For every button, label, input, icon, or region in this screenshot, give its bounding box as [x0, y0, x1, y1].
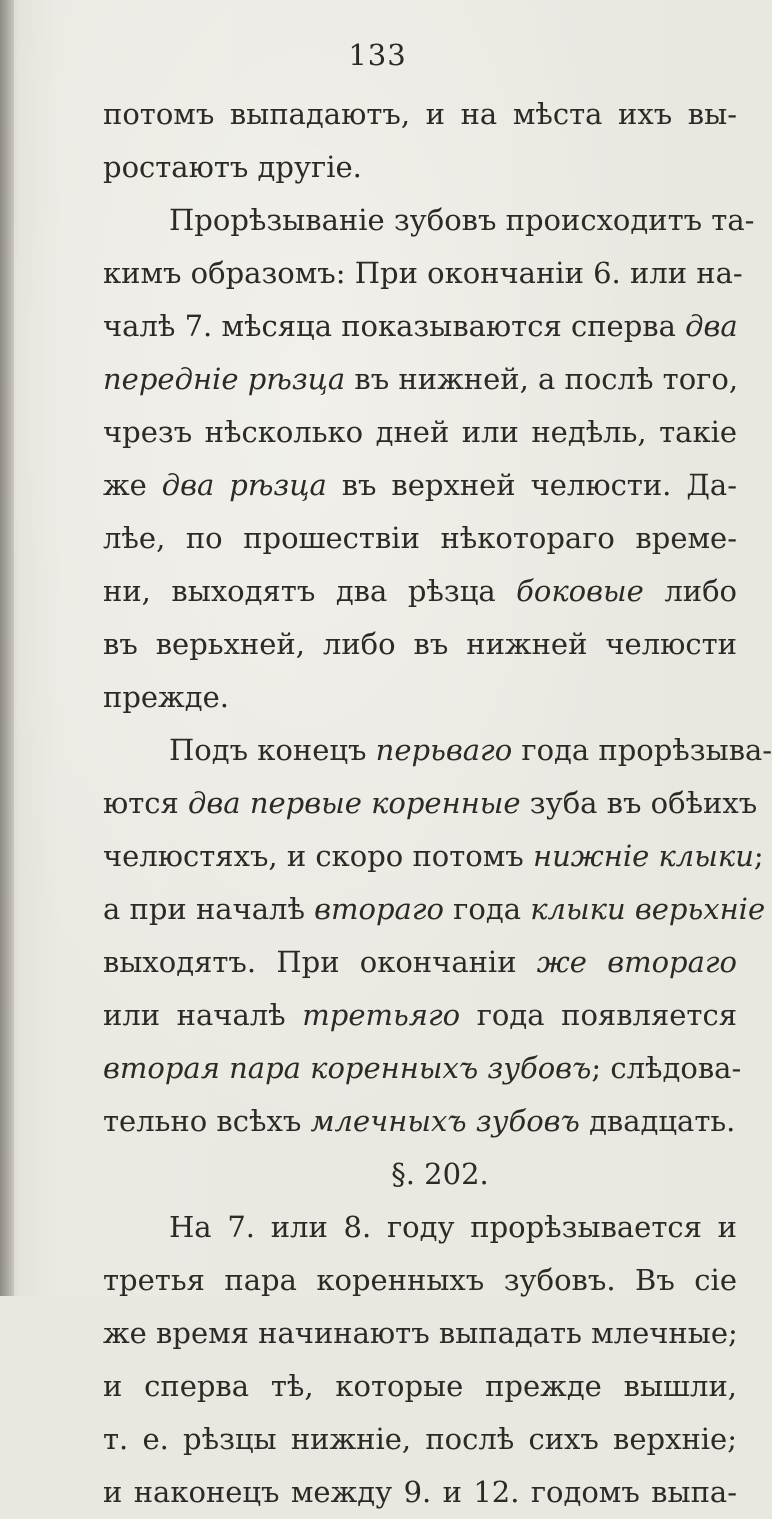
text-segment: и наконецъ между 9. и 12. годомъ выпа-: [103, 1475, 737, 1509]
text-line: [103, 1466, 737, 1519]
text-segment: зуба въ обѣихъ: [520, 786, 758, 820]
text-line: [103, 353, 737, 406]
italic-text: боковые: [516, 574, 644, 608]
text-segment: прежде.: [103, 680, 229, 714]
text-line: [103, 300, 737, 353]
text-line: [103, 936, 737, 989]
text-line: [103, 406, 737, 459]
text-segment: лѣе, по прошествіи нѣкотораго време-: [103, 521, 737, 555]
text-segment: т. е. рѣзцы нижніе, послѣ сихъ верхніе;: [103, 1422, 737, 1456]
text-segment: тельно всѣхъ: [103, 1104, 311, 1138]
text-line: [103, 459, 737, 512]
text-segment: или началѣ: [103, 998, 303, 1032]
text-line: [103, 1201, 737, 1254]
text-line: [103, 194, 755, 247]
italic-text: передніе рѣзца: [103, 362, 346, 396]
text-segment: кимъ образомъ: При окончаніи 6. или на-: [103, 256, 743, 290]
text-segment: третья пара коренныхъ зубовъ. Въ сіе: [103, 1263, 737, 1297]
text-segment: ростаютъ другіе.: [103, 150, 362, 184]
page-number: 133: [348, 38, 407, 72]
italic-text: два рѣзца: [161, 468, 327, 502]
text-segment: Подъ конецъ: [169, 733, 376, 767]
text-line: [103, 1307, 737, 1360]
italic-text: третьяго: [302, 998, 461, 1032]
section-heading: [103, 1148, 737, 1201]
italic-text: млечныхъ зубовъ: [310, 1104, 580, 1138]
text-line: [103, 671, 737, 724]
text-segment: На 7. или 8. году прорѣзывается и: [169, 1210, 737, 1244]
italic-text: перьвагo: [375, 733, 513, 767]
text-segment: года прорѣзыва-: [512, 733, 772, 767]
text-line: [103, 830, 764, 883]
italic-text: два: [685, 309, 738, 343]
text-segment: въ нижней, а послѣ того,: [345, 362, 739, 396]
text-segment: §. 202.: [391, 1157, 489, 1191]
text-segment: года появляется: [460, 998, 737, 1032]
text-segment: и сперва тѣ, которые прежде вышли,: [103, 1369, 737, 1403]
text-segment: Прорѣзываніе зубовъ происходитъ та-: [169, 203, 755, 237]
text-line: [103, 883, 766, 936]
text-line: [103, 1042, 742, 1095]
italic-text: вторая пара коренныхъ зубовъ: [103, 1051, 592, 1085]
text-segment: въ верьхней, либо въ нижней челюсти: [103, 627, 737, 661]
text-line: [103, 989, 737, 1042]
text-segment: въ верхней челюсти. Да-: [326, 468, 737, 502]
text-segment: года: [443, 892, 531, 926]
text-segment: [587, 945, 607, 979]
italic-text: клыки верьхніе: [530, 892, 766, 926]
text-line: [103, 1095, 737, 1148]
text-segment: а при началѣ: [103, 892, 315, 926]
text-segment: ются: [103, 786, 189, 820]
page-text-body: [103, 88, 772, 1519]
text-line: [103, 618, 737, 671]
text-line: [103, 247, 743, 300]
italic-text: втораго: [314, 892, 444, 926]
book-gutter: [0, 0, 14, 1296]
text-line: [103, 141, 737, 194]
text-line: [103, 565, 737, 618]
text-line: [103, 88, 737, 141]
text-segment: чалѣ 7. мѣсяца показываются сперва: [103, 309, 686, 343]
text-segment: либо: [643, 574, 737, 608]
text-segment: потомъ выпадаютъ, и на мѣста ихъ вы-: [103, 97, 737, 131]
text-segment: ;: [753, 839, 764, 873]
text-segment: же время начинаютъ выпадать млечные;: [103, 1316, 738, 1350]
italic-text: нижніе клыки: [532, 839, 754, 873]
text-line: [103, 777, 758, 830]
text-line: [103, 724, 772, 777]
text-segment: двадцать.: [579, 1104, 736, 1138]
italic-text: втораго: [607, 945, 737, 979]
text-line: [103, 1360, 737, 1413]
text-segment: чрезъ нѣсколько дней или недѣль, такіе: [103, 415, 737, 449]
text-line: [103, 512, 737, 565]
italic-text: же: [536, 945, 587, 979]
text-segment: ни, выходятъ два рѣзца: [103, 574, 517, 608]
text-segment: же: [103, 468, 162, 502]
text-line: [103, 1413, 737, 1466]
text-segment: челюстяхъ, и скоро потомъ: [103, 839, 533, 873]
text-segment: выходятъ. При окончаніи: [103, 945, 537, 979]
italic-text: два первые коренные: [188, 786, 521, 820]
text-segment: ; слѣдова-: [591, 1051, 742, 1085]
text-line: [103, 1254, 737, 1307]
